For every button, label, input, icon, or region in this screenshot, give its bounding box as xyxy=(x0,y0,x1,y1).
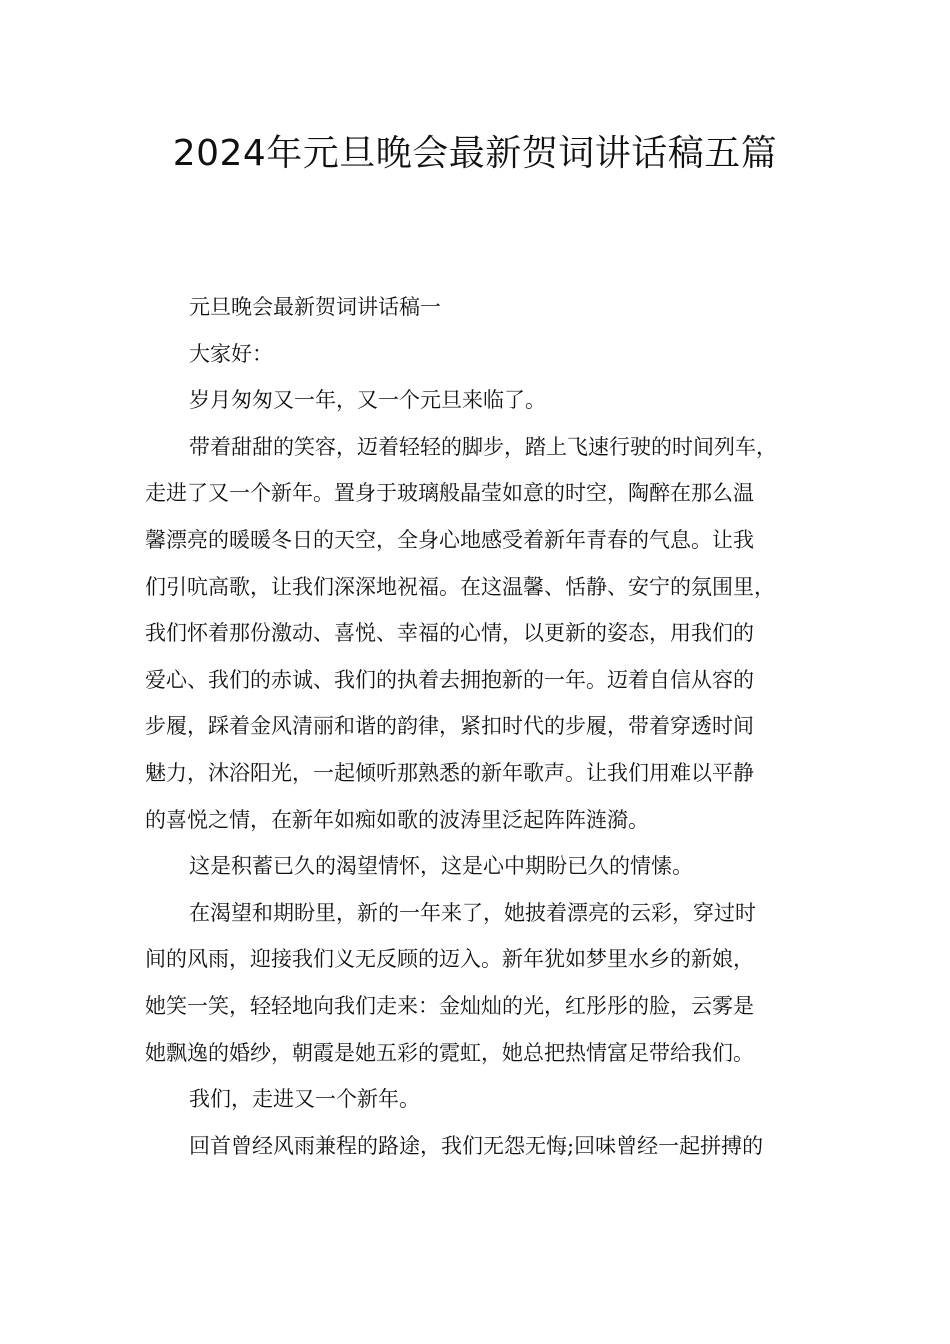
paragraph-line: 走进了又一个新年。置身于玻璃般晶莹如意的时空，陶醉在那么温 xyxy=(145,481,754,506)
paragraph-line: 魅力，沐浴阳光，一起倾听那熟悉的新年歌声。让我们用难以平静 xyxy=(145,760,754,785)
paragraph-line: 的喜悦之情，在新年如痴如歌的波涛里泛起阵阵涟漪。 xyxy=(145,807,649,832)
paragraph-line: 馨漂亮的暖暖冬日的天空，全身心地感受着新年青春的气息。让我 xyxy=(145,527,754,552)
paragraph-line: 回首曾经风雨兼程的路途，我们无怨无悔;回味曾经一起拼搏的 xyxy=(189,1133,764,1158)
paragraph-line: 她飘逸的婚纱，朝霞是她五彩的霓虹，她总把热情富足带给我们。 xyxy=(145,1040,754,1065)
paragraph-line: 在渴望和期盼里，新的一年来了，她披着漂亮的云彩，穿过时 xyxy=(189,900,756,925)
paragraph-line: 带着甜甜的笑容，迈着轻轻的脚步，踏上飞速行驶的时间列车， xyxy=(189,434,777,459)
paragraph-line: 爱心、我们的赤诚、我们的执着去拥抱新的一年。迈着自信从容的 xyxy=(145,667,754,692)
greeting: 大家好： xyxy=(189,341,273,366)
document-body xyxy=(145,284,825,1169)
section-heading: 元旦晚会最新贺词讲话稿一 xyxy=(189,295,441,319)
paragraph-line: 这是积蓄已久的渴望情怀，这是心中期盼已久的情愫。 xyxy=(189,854,693,879)
paragraph-line: 我们怀着那份激动、喜悦、幸福的心情，以更新的姿态，用我们的 xyxy=(145,621,754,646)
paragraph-line: 我们，走进又一个新年。 xyxy=(189,1087,420,1112)
paragraph-line: 岁月匆匆又一年，又一个元旦来临了。 xyxy=(189,388,546,413)
paragraph-line: 们引吭高歌，让我们深深地祝福。在这温馨、恬静、安宁的氛围里， xyxy=(145,574,775,599)
document-title: 2024年元旦晚会最新贺词讲话稿五篇 xyxy=(172,133,778,174)
paragraph-line: 间的风雨，迎接我们义无反顾的迈入。新年犹如梦里水乡的新娘， xyxy=(145,947,754,972)
paragraph-line: 她笑一笑，轻轻地向我们走来：金灿灿的光，红彤彤的脸，云雾是 xyxy=(145,993,754,1018)
paragraph-line: 步履，踩着金风清丽和谐的韵律，紧扣时代的步履，带着穿透时间 xyxy=(145,714,754,739)
